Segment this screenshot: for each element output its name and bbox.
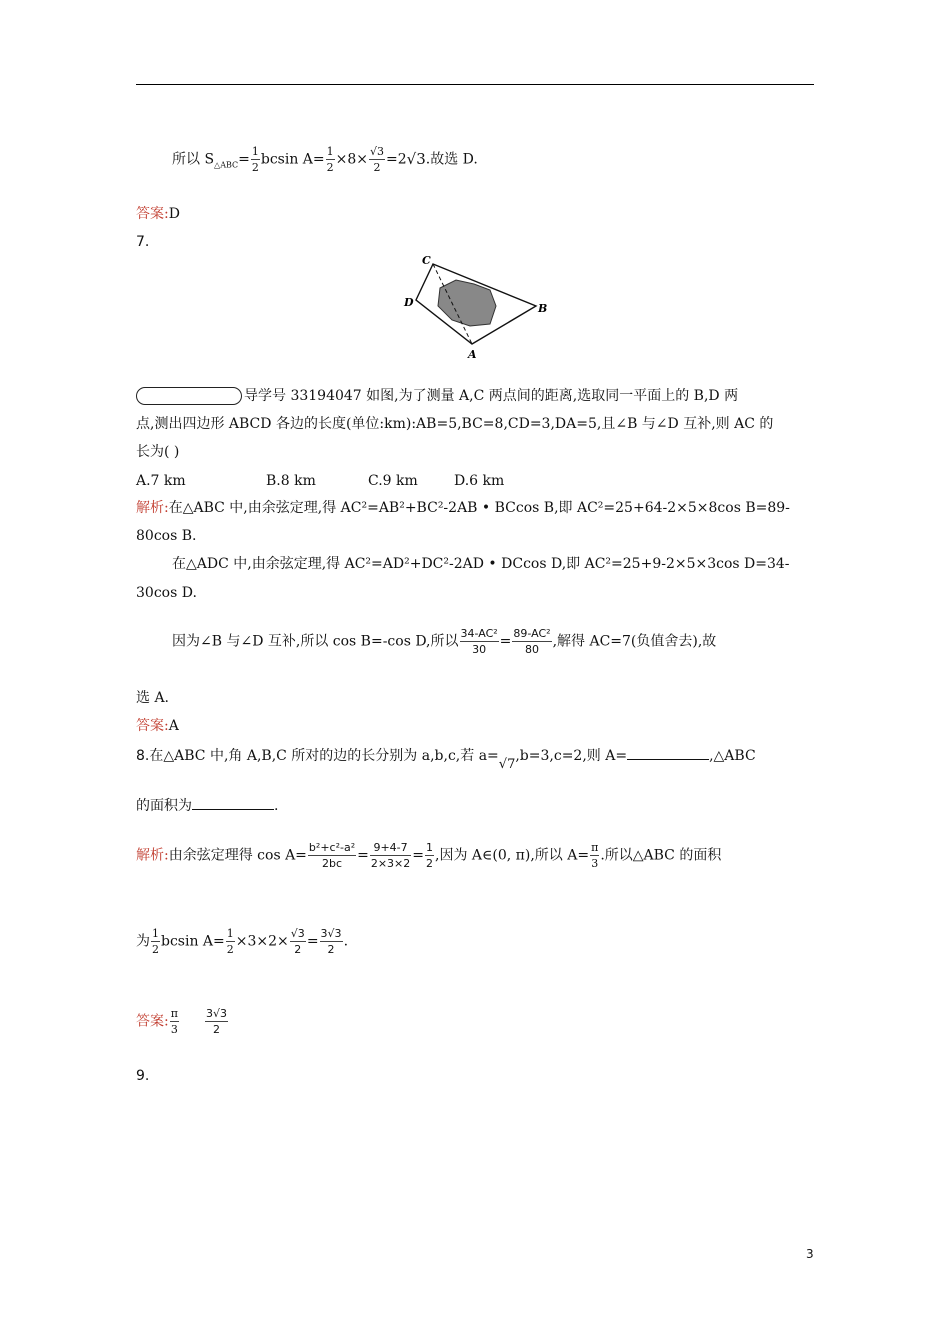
quadrilateral-figure [400,250,550,362]
label-a: A [468,348,477,361]
answer-blank-angle[interactable] [627,745,709,760]
q7-option-b: B.8 km [266,473,316,489]
q8-analysis-area-line: 为 $\frac{1}{2}$ bcsin A= $\frac{1}{2}$ ×3×2× $\frac{√3}{2}$ = $\frac{3√3}{2}$ . [136,927,349,956]
q7-option-a: A.7 km [136,473,186,489]
q7-analysis-line4: 30cos D. [136,585,197,601]
q8-analysis-line1: 解析:由余弦定理得 cos A= $\frac{\text{b²+c²-a²}}{2bc}$ = $\frac{9+4-7}{2\times 3\times 2}$ = $\frac{1}{2}$ ,因为 A∈(0, π),所以 A= $\frac{\pi}{3}$ .所以△ABC 的面积 [136,841,722,870]
q7-stem-line2: 点,测出四边形 ABCD 各边的长度(单位:km):AB=5,BC=8,CD=3,DA=5,且∠B 与∠D 互补,则 AC 的 [136,416,774,432]
q9-number: 9. [136,1068,150,1084]
header-rule [136,84,814,85]
q7-option-d: D.6 km [454,473,505,489]
answer-blank-area[interactable] [192,795,274,810]
q7-answer: 答案:A [136,718,179,734]
q7-number: 7. [136,234,150,250]
q7-analysis-line6: 选 A. [136,690,170,706]
prev-conclusion-line: 所以 $S_{\triangle ABC}=$ $\frac{1}{2}$ bcsin A= $\frac{1}{2}$ ×8× $\frac{√3}{2}$ =2√3.故选 D. [172,145,478,174]
label-d: D [404,296,414,309]
page-number: 3 [806,1247,814,1261]
q7-analysis-line5: 因为∠B 与∠D 互补,所以 cos B=-cos D,所以 $\frac{\text{34-AC²}}{30}$ = $\frac{\text{89-AC²}}{80}$ ,解得 AC=7(负值舍去),故 [172,627,717,656]
q7-stem-line1: 导学号 33194047 如图,为了测量 A,C 两点间的距离,选取同一平面上的 B,D 两 [136,386,738,406]
q7-option-c: C.9 km [368,473,418,489]
q7-stem-line3: 长为( ) [136,444,180,460]
q7-analysis-line1: 解析:在△ABC 中,由余弦定理,得 AC²=AB²+BC²-2AB • BCcos B,即 AC²=25+64-2×5×8cos B=89- [136,500,790,516]
q8-answer: 答案: $\frac{\pi}{3}$ $\frac{3√3}{2}$ [136,1007,227,1036]
tag-badge [136,387,242,405]
q7-analysis-line2: 80cos B. [136,528,197,544]
label-b: B [538,302,548,315]
lake-shape [438,280,496,326]
q8-stem-line2: 的面积为 . [136,795,278,816]
prev-answer: 答案:D [136,206,180,222]
label-c: C [422,254,431,267]
q7-analysis-line3: 在△ADC 中,由余弦定理,得 AC²=AD²+DC²-2AD • DCcos D,即 AC²=25+9-2×5×3cos D=34- [172,556,790,572]
q8-stem-line1: 8.在△ABC 中,角 A,B,C 所对的边的长分别为 a,b,c,若 a=√7,b=3,c=2,则 A= ,△ABC [136,745,756,767]
